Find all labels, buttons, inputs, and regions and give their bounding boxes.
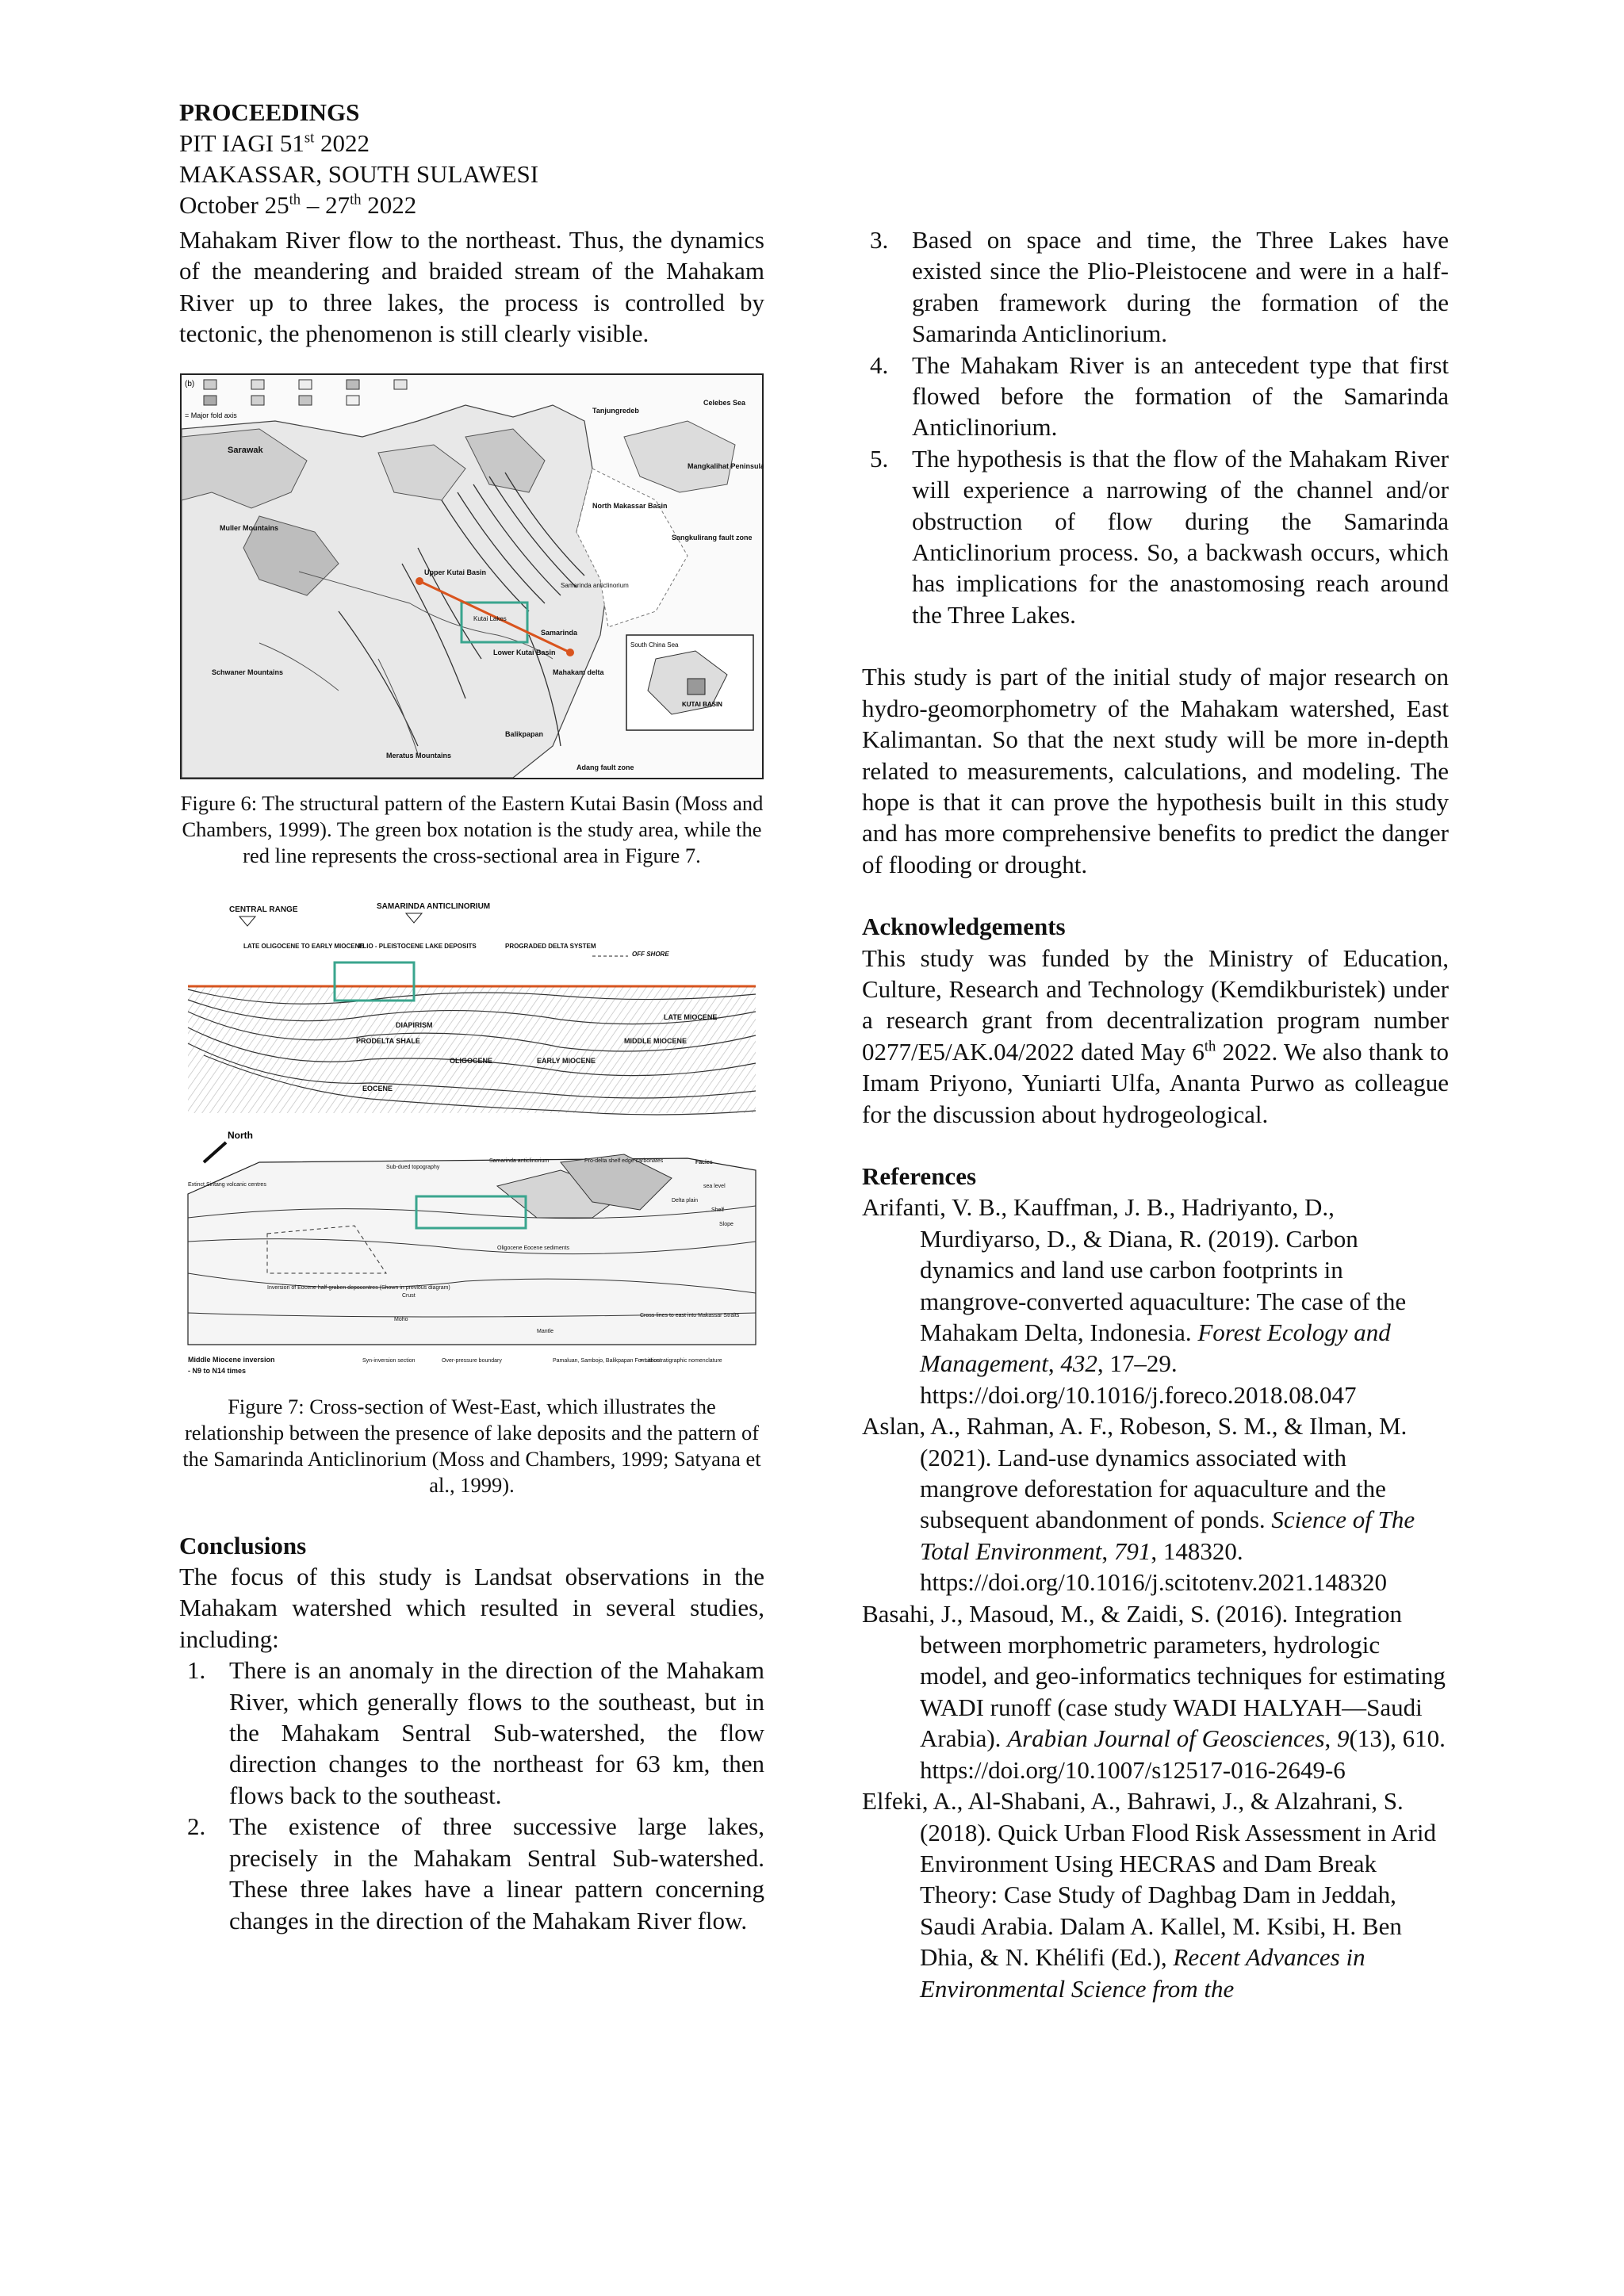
svg-text:South China Sea: South China Sea <box>630 641 679 649</box>
svg-text:LATE OLIGOCENE TO EARLY MIOCEN: LATE OLIGOCENE TO EARLY MIOCENE <box>243 942 364 950</box>
page-header <box>179 97 538 220</box>
conference-name: PIT IAGI 51st 2022 <box>179 129 370 157</box>
north-arrow-icon <box>204 1142 226 1162</box>
svg-text:PROGRADED DELTA SYSTEM: PROGRADED DELTA SYSTEM <box>505 942 596 950</box>
svg-text:Middle Miocene inversion: Middle Miocene inversion <box>188 1355 275 1364</box>
left-column <box>179 224 764 1936</box>
svg-text:Lower Kutai Basin: Lower Kutai Basin <box>493 648 556 656</box>
svg-text:Moho: Moho <box>394 1316 408 1322</box>
acknowledgements-text: This study was funded by the Ministry of Education, Culture, Research and Technology (Kemdikburistek) under a research grant from decentralization program number 0277/E5/AK.04/2022 dated May 6th 2022. We also thank to Imam Priyono, Yuniarti Ulfa, Ananta Purwo as colleague for the discussion about hydrogeological. <box>862 943 1449 1128</box>
svg-text:Over-pressure boundary: Over-pressure boundary <box>442 1357 502 1364</box>
conference-dates: October 25th – 27th 2022 <box>179 191 417 219</box>
figure-7-caption: Figure 7: Cross-section of West-East, which illustrates the relationship between the presence of lake deposits and the pattern of the Samarinda Anticlinorium (Moss and Chambers, 1999; Satyana et al., 1999). <box>182 1394 761 1497</box>
inset-map <box>626 635 753 730</box>
svg-text:Cross-lines to east into Makas: Cross-lines to east into Makassar Straits <box>640 1312 740 1318</box>
svg-text:KUTAI BASIN: KUTAI BASIN <box>682 700 722 708</box>
svg-text:Meratus Mountains: Meratus Mountains <box>386 751 452 760</box>
svg-text:SAMARINDA ANTICLINORIUM: SAMARINDA ANTICLINORIUM <box>377 901 491 911</box>
svg-text:PLIO - PLEISTOCENE LAKE DEPOSI: PLIO - PLEISTOCENE LAKE DEPOSITS <box>358 942 477 950</box>
svg-text:EOCENE: EOCENE <box>362 1084 393 1093</box>
svg-text:Celebes Sea: Celebes Sea <box>703 398 746 407</box>
svg-text:North: North <box>228 1129 253 1141</box>
svg-text:Oligocene Eocene sediments: Oligocene Eocene sediments <box>497 1245 570 1251</box>
figure-6-caption: Figure 6: The structural pattern of the Eastern Kutai Basin (Moss and Chambers, 1999). The green box notation is the study area, while the red line represents the cross-sectional area in Figure 7. <box>180 790 764 867</box>
svg-text:= Lithostratigraphic nomenclat: = Lithostratigraphic nomenclature <box>640 1357 722 1364</box>
svg-text:Tanjungredeb: Tanjungredeb <box>592 406 639 415</box>
list-item: 4. The Mahakam River is an antecedent type that first flowed before the formation of the Samarinda Anticlinorium. <box>870 350 1449 442</box>
svg-text:Facies: Facies <box>695 1159 713 1165</box>
svg-text:OLIGOCENE: OLIGOCENE <box>450 1056 493 1065</box>
conclusions-list-continued <box>862 224 1449 630</box>
svg-text:Pamaluan, Sambojo, Balikpapan: Pamaluan, Sambojo, Balikpapan Formation <box>553 1357 661 1364</box>
conference-location: MAKASSAR, SOUTH SULAWESI <box>179 160 539 188</box>
conclusions-list <box>179 1655 764 1936</box>
svg-text:(b): (b) <box>185 379 195 388</box>
figure-6-map <box>180 373 764 779</box>
list-item: 3. Based on space and time, the Three Lakes have existed since the Plio-Pleistocene and were in a half-graben framework during the formation of the Samarinda Anticlinorium. <box>870 226 1449 348</box>
reference-item: Arifanti, V. B., Kauffman, J. B., Hadriyanto, D., Murdiyarso, D., & Diana, R. (2019). Carbon dynamics and land use carbon footprints in mangrove-converted aquaculture: The case of the Mahakam Delta, Indonesia. Forest Ecology and Management, 432, 17–29. https://doi.org/10.1016/j.foreco.2018.08.047 <box>862 1193 1407 1409</box>
reference-item: Elfeki, A., Al-Shabani, A., Bahrawi, J., & Alzahrani, S. (2018). Quick Urban Flood Risk Assessment in Arid Environment Using HECRAS and Dam Break Theory: Case Study of Daghbag Dam in Jeddah, Saudi Arabia. Dalam A. Kallel, M. Ksibi, H. Ben Dhia, & N. Khélifi (Ed.), Recent Advances in Environmental Science from the <box>862 1787 1436 2003</box>
svg-text:Delta plain: Delta plain <box>672 1197 699 1203</box>
proceedings-title: PROCEEDINGS <box>179 98 360 126</box>
reference-item: Basahi, J., Masoud, M., & Zaidi, S. (2016). Integration between morphometric parameters, hydrologic model, and geo-informatics techniques for estimating WADI runoff (case study WADI HALYAH—Saudi Arabia). Arabian Journal of Geosciences, 9(13), 610. https://doi.org/10.1007/s12517-016-2649-6 <box>862 1599 1446 1784</box>
svg-text:sea level: sea level <box>703 1183 726 1189</box>
svg-text:Muller Mountains: Muller Mountains <box>220 523 278 532</box>
svg-text:MIDDLE MIOCENE: MIDDLE MIOCENE <box>624 1036 688 1045</box>
svg-text:Sangkulirang fault zone: Sangkulirang fault zone <box>672 533 753 541</box>
svg-text:Shelf: Shelf <box>711 1207 724 1213</box>
svg-text:Mantle: Mantle <box>537 1328 554 1334</box>
reference-item: Aslan, A., Rahman, A. F., Robeson, S. M., & Ilman, M. (2021). Land-use dynamics associated with mangrove deforestation for aquaculture and the subsequent abandonment of ponds. Science of The Total Environment, 791, 148320. https://doi.org/10.1016/j.scitotenv.2021.148320 <box>862 1412 1415 1597</box>
svg-text:North Makassar Basin: North Makassar Basin <box>592 501 668 510</box>
svg-text:Pro-delta shelf edge carbonate: Pro-delta shelf edge carbonates <box>584 1158 664 1164</box>
svg-text:Crust: Crust <box>402 1292 416 1299</box>
svg-text:- N9 to N14 times: - N9 to N14 times <box>188 1366 247 1375</box>
conclusions-intro: The focus of this study is Landsat observations in the Mahakam watershed which resulted in several studies, including: <box>179 1563 764 1653</box>
structural-map <box>180 373 764 779</box>
svg-text:Mangkalihat Peninsula: Mangkalihat Peninsula <box>688 461 764 470</box>
svg-text:Samarinda anticlinorium: Samarinda anticlinorium <box>489 1158 550 1164</box>
list-item: 1. There is an anomaly in the direction of the Mahakam River, which generally flows to the southeast, but in the Mahakam Sentral Sub-watershed, the flow direction changes to the northeast for 63 km, then flows back to the southeast. <box>187 1656 764 1809</box>
svg-text:DIAPIRISM: DIAPIRISM <box>396 1020 433 1029</box>
svg-text:Inversion of Eocene half-grabe: Inversion of Eocene half-graben depocentres (Shown in previous diagram) <box>267 1284 450 1291</box>
conclusions-heading: Conclusions <box>179 1531 307 1559</box>
svg-text:Balikpapan: Balikpapan <box>505 729 544 738</box>
references-list <box>862 1192 1449 2004</box>
svg-text:Sarawak: Sarawak <box>228 445 263 455</box>
svg-text:Slope: Slope <box>719 1221 733 1227</box>
svg-text:Extinct Sintang volcanic centr: Extinct Sintang volcanic centres <box>188 1181 266 1188</box>
list-item: 5. The hypothesis is that the flow of the Mahakam River will experience a narrowing of the channel and/or obstruction of flow during the Samarinda Anticlinorium process. So, a backwash occurs, which has implications for the anastomosing reach around the Three Lakes. <box>870 444 1449 629</box>
svg-text:Samarinda: Samarinda <box>541 628 578 637</box>
svg-text:Samarinda anticlinorium: Samarinda anticlinorium <box>561 581 629 589</box>
svg-text:CENTRAL RANGE: CENTRAL RANGE <box>229 905 298 914</box>
intro-paragraph: Mahakam River flow to the northeast. Thus, the dynamics of the meandering and braided stream of the Mahakam River up to three lakes, the process is controlled by tectonic, the phenomenon is still clearly visible. <box>179 226 764 348</box>
svg-text:Upper Kutai Basin: Upper Kutai Basin <box>424 568 487 576</box>
study-paragraph: This study is part of the initial study of major research on hydro-geomorphometry of the Mahakam watershed, East Kalimantan. So that the next study will be more in-depth related to measurements, calculations, and modeling. The hope is that it can prove the hypothesis built in this study and has more comprehensive benefits to predict the danger of flooding or drought. <box>862 663 1449 878</box>
svg-text:Mahakam delta: Mahakam delta <box>553 668 604 676</box>
svg-text:Adang fault zone: Adang fault zone <box>576 763 634 771</box>
svg-text:Kutai Lakes: Kutai Lakes <box>473 614 507 622</box>
references-heading: References <box>862 1161 977 1190</box>
svg-text:OFF SHORE: OFF SHORE <box>632 950 669 958</box>
acknowledgements-heading: Acknowledgements <box>862 913 1066 941</box>
cross-section-diagram <box>180 901 764 1392</box>
svg-text:Schwaner Mountains: Schwaner Mountains <box>212 668 284 676</box>
svg-text:PRODELTA SHALE: PRODELTA SHALE <box>356 1036 420 1045</box>
svg-text:LATE MIOCENE: LATE MIOCENE <box>664 1012 718 1021</box>
svg-text:EARLY MIOCENE: EARLY MIOCENE <box>537 1056 596 1065</box>
svg-text:Syn-inversion section: Syn-inversion section <box>362 1357 416 1364</box>
list-item: 2. The existence of three successive large lakes, precisely in the Mahakam Sentral Sub-watershed. These three lakes have a linear pattern concerning changes in the direction of the Mahakam River flow. <box>187 1812 764 1934</box>
svg-text:= Major fold axis: = Major fold axis <box>185 411 237 419</box>
figure-7-cross-section <box>180 901 764 1392</box>
right-column <box>862 224 1449 2004</box>
svg-text:Sub-dued topography: Sub-dued topography <box>386 1164 440 1170</box>
